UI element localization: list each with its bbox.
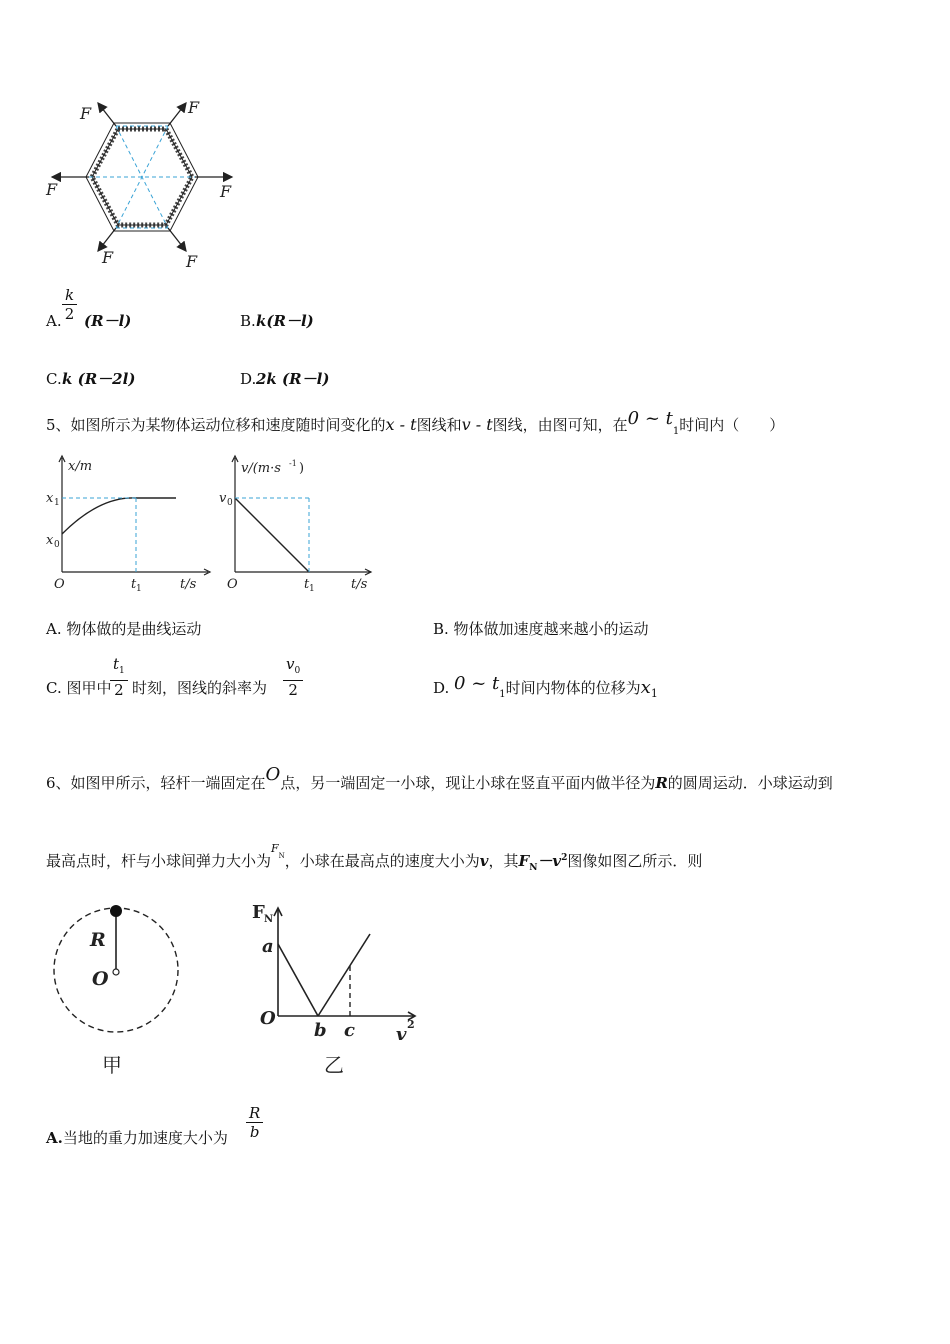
v0-sub: 0 [227, 498, 233, 508]
fn-v2-sub: N [529, 863, 538, 873]
option-d-expr: 2k (R－l) [256, 370, 330, 388]
option-d-label: D. [433, 679, 450, 697]
x1-symbol: x [640, 677, 651, 698]
force-label: F [102, 248, 114, 267]
fn-symbol: F [271, 842, 279, 855]
vt-ylabel-sup: -1 [289, 459, 297, 468]
t1-sub: 1 [309, 584, 315, 594]
q5-option-a: A. 物体做的是曲线运动 [46, 620, 202, 638]
caption-yi: 乙 [324, 1053, 344, 1077]
time-range: 0 ~ t [627, 408, 673, 429]
fraction-denominator: 2 [288, 681, 298, 699]
option-b-expr: k(R－l) [256, 312, 314, 330]
force-label: F [46, 180, 58, 199]
fraction-denominator: 2 [64, 305, 75, 323]
v2-axis-label: v [396, 1024, 407, 1045]
time-range-sub: 1 [672, 426, 680, 437]
fn-v2-expr2: －v [537, 852, 562, 870]
stem-text: ，其 [488, 852, 519, 870]
force-label: F [220, 182, 232, 201]
fn-sub: N [278, 852, 285, 860]
vt-label: v - t [461, 415, 493, 434]
fn-axis-label: F [252, 902, 265, 923]
ball [110, 905, 122, 917]
origin-label: O [227, 577, 238, 592]
q5-option-c-text2: 时刻，图线的斜率为 [132, 679, 268, 697]
fn-v2-expr: F [518, 852, 530, 870]
stem-text: 图线和 [416, 416, 462, 434]
stem-text: 5、如图所示为某物体运动位移和速度随时间变化的 [46, 416, 386, 434]
q5-option-c-frac1 [110, 655, 128, 699]
v-symbol: v [479, 852, 489, 870]
c-label: c [344, 1020, 355, 1041]
fraction-numerator: k [62, 286, 77, 305]
q5-option-d [433, 673, 658, 705]
stem-text: ，小球在最高点的速度大小为 [284, 852, 480, 870]
fraction-denominator: b [249, 1123, 260, 1141]
stem-text: 6、如图甲所示，轻杆一端固定在 [46, 774, 266, 792]
vt-ylabel: v/(m·s [241, 461, 281, 476]
fraction-numerator: R [246, 1104, 263, 1123]
v2-axis-sup: 2 [407, 1018, 415, 1031]
q5-option-b: B. 物体做加速度越来越小的运动 [433, 620, 649, 638]
radius-symbol: R [655, 774, 668, 792]
t1-label: t [304, 577, 310, 592]
q6-line2 [46, 842, 703, 878]
force-label: F [186, 252, 198, 270]
time-range-sub: 1 [499, 689, 506, 700]
o-label: O [92, 968, 109, 990]
pivot [113, 969, 119, 975]
fn-v2-sup: 2 [561, 853, 568, 863]
x1-label: x [46, 491, 54, 506]
v0-label: v [219, 491, 227, 506]
option-a-text: 当地的重力加速度大小为 [62, 1129, 228, 1147]
t1-sub: 1 [136, 584, 142, 594]
q5-stem [46, 408, 785, 442]
x0-label: x [46, 533, 54, 548]
fn-axis-sub: N [264, 914, 274, 925]
vt-line [235, 498, 309, 572]
option-c-expr: k (R－2l) [62, 370, 136, 388]
x1-sub: 1 [54, 498, 60, 508]
option-d-text: 时间内物体的位移为 [505, 679, 641, 697]
stem-text: 时间内（ ） [679, 416, 785, 434]
option-b-label: B. [240, 312, 256, 330]
fraction-numerator: v [286, 655, 295, 673]
xt-label: x - t [385, 415, 417, 434]
stem-text: 图线，由图可知，在 [492, 416, 628, 434]
vt-ylabel-end: ) [299, 461, 305, 476]
point-o: O [265, 764, 281, 785]
fraction-numerator-sub: 0 [294, 666, 301, 676]
q5-option-c-text1: C. 图甲中 [46, 679, 112, 697]
graph-line-up [318, 934, 370, 1016]
t1-label: t [131, 577, 137, 592]
fraction-denominator: 2 [114, 681, 124, 699]
q6-option-a [46, 1128, 228, 1148]
origin-label: O [54, 577, 65, 592]
hexagon-spring-figure [40, 95, 240, 270]
vt-xlabel: t/s [351, 577, 368, 592]
a-label: a [262, 936, 274, 957]
xt-ylabel: x/m [68, 459, 93, 474]
circle-figure-jia [48, 900, 188, 1085]
xt-curve [62, 498, 176, 534]
xt-xlabel: t/s [180, 577, 197, 592]
stem-text: 点，另一端固定一小球，现让小球在竖直平面内做半径为 [280, 774, 656, 792]
force-label: F [188, 98, 200, 117]
fraction-numerator: t [113, 655, 120, 673]
option-a-fraction [62, 286, 77, 323]
vt-graph [213, 452, 383, 597]
option-d-label: D. [240, 370, 257, 388]
q6-line1 [46, 764, 833, 793]
x1-sub: 1 [650, 687, 658, 700]
xt-graph [40, 452, 220, 597]
option-c-label: C. [46, 370, 62, 388]
stem-text: 图像如图乙所示．则 [567, 852, 703, 870]
fraction-numerator-sub: 1 [119, 666, 125, 676]
r-label: R [90, 929, 106, 951]
stem-text: 最高点时，杆与小球间弹力大小为 [46, 852, 272, 870]
x0-sub: 0 [54, 540, 60, 550]
caption-jia: 甲 [102, 1053, 122, 1077]
time-range: 0 ~ t [454, 673, 500, 694]
origin-label: O [260, 1008, 276, 1029]
option-a-label: A. [46, 1129, 63, 1147]
option-a-expr: (R－l) [84, 312, 132, 330]
option-a-label: A. [46, 312, 62, 330]
stem-text: 的圆周运动．小球运动到 [667, 774, 833, 792]
b-label: b [314, 1020, 327, 1041]
force-label: F [80, 104, 92, 123]
q5-option-c-frac2 [283, 655, 303, 699]
q6-option-a-fraction [246, 1104, 263, 1141]
fn-v2-graph-yi [248, 898, 428, 1083]
graph-line-down [278, 944, 318, 1016]
